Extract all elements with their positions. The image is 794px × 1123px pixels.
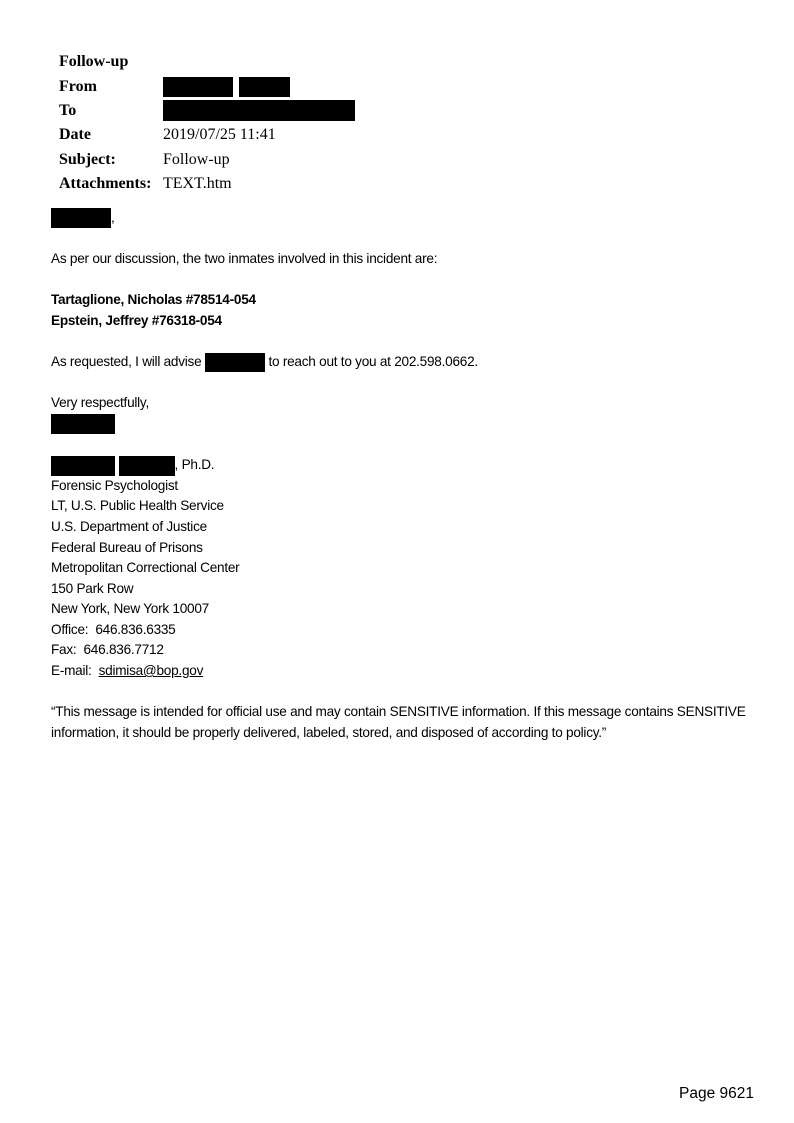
advise-before: As requested, I will advise [51, 354, 202, 370]
signature-line: Federal Bureau of Prisons [51, 539, 203, 555]
signature-line: LT, U.S. Public Health Service [51, 498, 224, 514]
intro-text: As per our discussion, the two inmates involved in this incident are: [51, 251, 438, 267]
redaction-box [163, 100, 355, 121]
disclaimer-text: “This message is intended for official use and may contain SENSITIVE information. If this message contains SENSITIVE information, it should be properly delivered, labeled, stored, and disposed of according to policy.” [51, 704, 746, 740]
signature-line: 150 Park Row [51, 580, 134, 596]
redaction-box [51, 414, 115, 434]
subject-label: Subject: [59, 150, 116, 168]
advise-after: to reach out to you at 202.598.0662. [268, 354, 478, 370]
redaction-box [51, 208, 111, 228]
signature-line: Office: 646.836.6335 [51, 621, 176, 637]
closing-text: Very respectfully, [51, 395, 149, 411]
email-label: E-mail: [51, 663, 92, 679]
signature-line: Fax: 646.836.7712 [51, 642, 164, 658]
to-label: To [59, 101, 77, 119]
page-number: Page 9621 [679, 1085, 754, 1102]
attachments-value: TEXT.htm [163, 175, 232, 193]
email-header [59, 50, 355, 196]
from-label: From [59, 77, 97, 95]
email-line [51, 661, 751, 682]
signature-line: Metropolitan Correctional Center [51, 560, 240, 576]
signature-degree: , Ph.D. [174, 457, 215, 473]
redaction-box [119, 456, 175, 476]
greeting-comma: , [111, 210, 115, 225]
inmate-line: Tartaglione, Nicholas #78514-054 [51, 292, 256, 308]
signature-line: New York, New York 10007 [51, 601, 209, 617]
date-label: Date [59, 126, 91, 144]
redaction-box [163, 77, 233, 97]
inmate-line: Epstein, Jeffrey #76318-054 [51, 312, 222, 328]
signature-line: U.S. Department of Justice [51, 518, 207, 534]
redaction-box [51, 456, 115, 476]
to-value [163, 99, 355, 123]
redaction-box [239, 77, 290, 97]
date-value: 2019/07/25 11:41 [163, 126, 276, 144]
signature-line: Forensic Psychologist [51, 477, 178, 493]
advise-text [51, 352, 751, 373]
attachments-label: Attachments: [59, 175, 152, 193]
greeting [51, 208, 751, 229]
email-body [51, 200, 751, 743]
redaction-box [205, 353, 265, 372]
email-title: Follow-up [59, 53, 129, 71]
closing-name [51, 414, 751, 435]
signature-name [51, 455, 751, 476]
subject-value: Follow-up [163, 150, 230, 168]
email-link[interactable]: sdimisa@bop.gov [98, 663, 204, 679]
from-value [163, 74, 355, 98]
